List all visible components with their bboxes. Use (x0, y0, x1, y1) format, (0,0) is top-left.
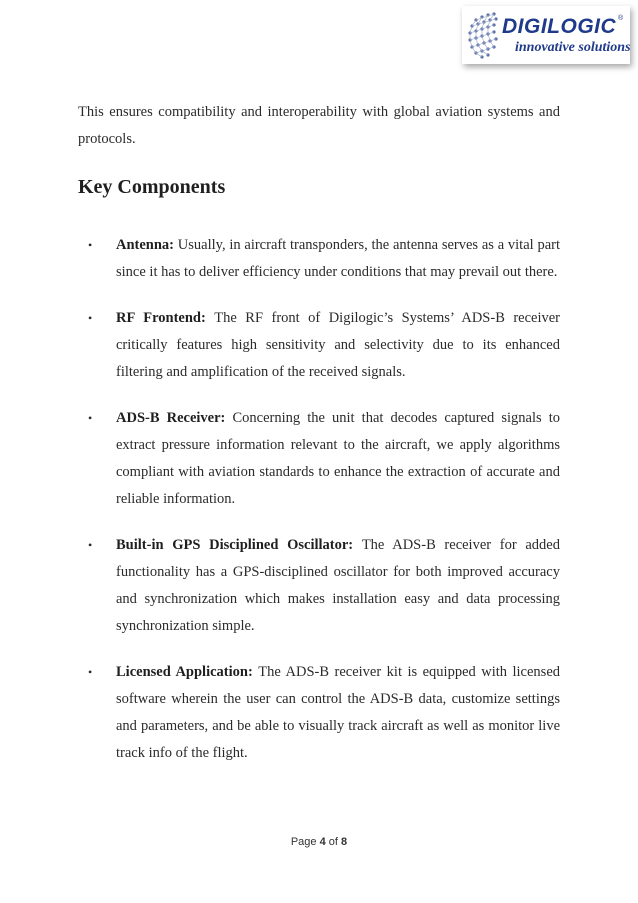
bullet-icon: • (88, 538, 93, 552)
intro-paragraph: This ensures compatibility and interoperability with global aviation systems and protocols. (78, 104, 560, 147)
list-item (78, 405, 560, 513)
components-list (78, 232, 560, 786)
page-footer (0, 836, 638, 848)
of-label: of (328, 836, 342, 848)
bullet-icon: • (88, 238, 93, 252)
component-term: Licensed Application: (116, 664, 259, 680)
component-description: Concerning the unit that decodes captured signals to extract pressure information relevant to the aircraft, we apply algorithms compliant with aviation standards to enhance the extraction of accurate and reliable information. (116, 410, 560, 507)
component-term: Built-in GPS Disciplined Oscillator: (116, 537, 362, 553)
current-page: 4 (319, 836, 329, 848)
component-term: ADS-B Receiver: (116, 410, 233, 426)
list-item (78, 659, 560, 767)
component-term: Antenna: (116, 237, 178, 253)
registered-mark: ® (618, 15, 624, 22)
list-item (78, 232, 560, 286)
page-label: Page (290, 836, 320, 848)
component-description: The ADS-B receiver for added functionality has a GPS-disciplined oscillator for both improved accuracy and synchronization which makes installation easy and data processing synchronization simple. (116, 537, 560, 634)
globe-mesh-icon (462, 6, 506, 64)
component-description: The ADS-B receiver kit is equipped with licensed software wherein the user can control the ADS-B data, customize settings and parameters, and be able to visually track aircraft as well as monitor live track info of the flight. (116, 664, 561, 761)
total-pages: 8 (341, 836, 348, 848)
list-item (78, 305, 560, 386)
bullet-icon: • (88, 411, 93, 425)
company-logo (462, 6, 630, 64)
logo-tagline: innovative solutions (515, 40, 631, 55)
section-heading: Key Components (78, 176, 226, 198)
bullet-icon: • (88, 311, 93, 325)
component-description: The RF front of Digilogic’s Systems’ ADS-B receiver critically features high sensitivity and selectivity due to its enhanced filtering and amplification of the received signals. (116, 310, 561, 380)
list-item (78, 532, 560, 640)
bullet-icon: • (88, 665, 93, 679)
component-term: RF Frontend: (116, 310, 215, 326)
logo-wordmark: DIGILOGIC (502, 15, 617, 38)
component-description: Usually, in aircraft transponders, the antenna serves as a vital part since it has to deliver efficiency under conditions that may prevail out there. (116, 237, 560, 280)
